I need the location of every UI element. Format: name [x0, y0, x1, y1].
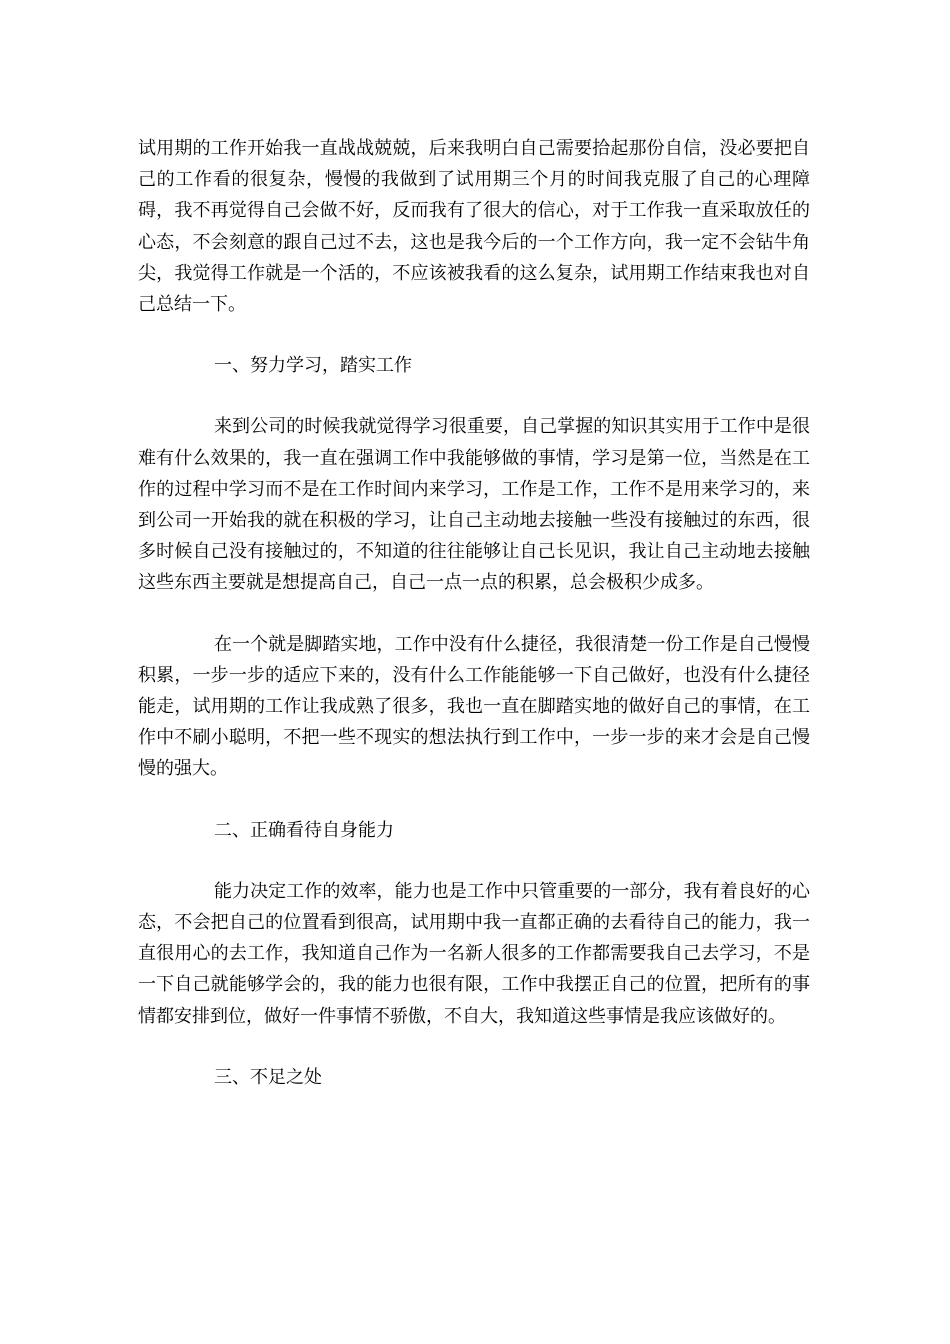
intro-paragraph: 试用期的工作开始我一直战战兢兢，后来我明白自己需要拾起那份自信，没必要把自己的工作看的很复杂，慢慢的我做到了试用期三个月的时间我克服了自己的心理障碍，我不再觉得自己会做不好，反而我有了很大的信心，对于工作我一直采取放任的心态，不会刻意的跟自己过不去，这也是我今后的一个工作方向，我一定不会钻牛角尖，我觉得工作就是一个活的，不应该被我看的这么复杂，试用期工作结束我也对自己总结一下。: [138, 138, 810, 316]
document-body: [138, 133, 810, 1123]
section-heading-ability: 二、正确看待自身能力: [214, 819, 394, 841]
study-paragraph: 来到公司的时候我就觉得学习很重要，自己掌握的知识其实用于工作中是很难有什么效果的，我一直在强调工作中我能够做的事情，学习是第一位，当然是在工作的过程中学习而不是在工作时间内来学习，工作是工作，工作不是用来学习的，来到公司一开始我的就在积极的学习，让自己主动地去接触一些没有接触过的东西，很多时候自己没有接触过的，不知道的往往能够让自己长见识，我让自己主动地去接触这些东西主要就是想提高自己，自己一点一点的积累，总会极积少成多。: [138, 416, 810, 594]
ability-paragraph: 能力决定工作的效率，能力也是工作中只管重要的一部分，我有着良好的心态，不会把自己的位置看到很高，试用期中我一直都正确的去看待自己的能力，我一直很用心的去工作，我知道自己作为一名新人很多的工作都需要我自己去学习，不是一下自己就能够学会的，我的能力也很有限，工作中我摆正自己的位置，把所有的事情都安排到位，做好一件事情不骄傲，不自大，我知道这些事情是我应该做好的。: [138, 880, 810, 1027]
section-heading-shortcomings: 三、不足之处: [214, 1066, 322, 1088]
section-heading-study: 一、努力学习，踏实工作: [214, 355, 412, 377]
down-to-earth-paragraph: 在一个就是脚踏实地，工作中没有什么捷径，我很清楚一份工作是自己慢慢积累，一步一步的适应下来的，没有什么工作能能够一下自己做好，也没有什么捷径能走，试用期的工作让我成熟了很多，我也一直在脚踏实地的做好自己的事情，在工作中不刷小聪明，不把一些不现实的想法执行到工作中，一步一步的来才会是自己慢慢的强大。: [138, 633, 810, 780]
